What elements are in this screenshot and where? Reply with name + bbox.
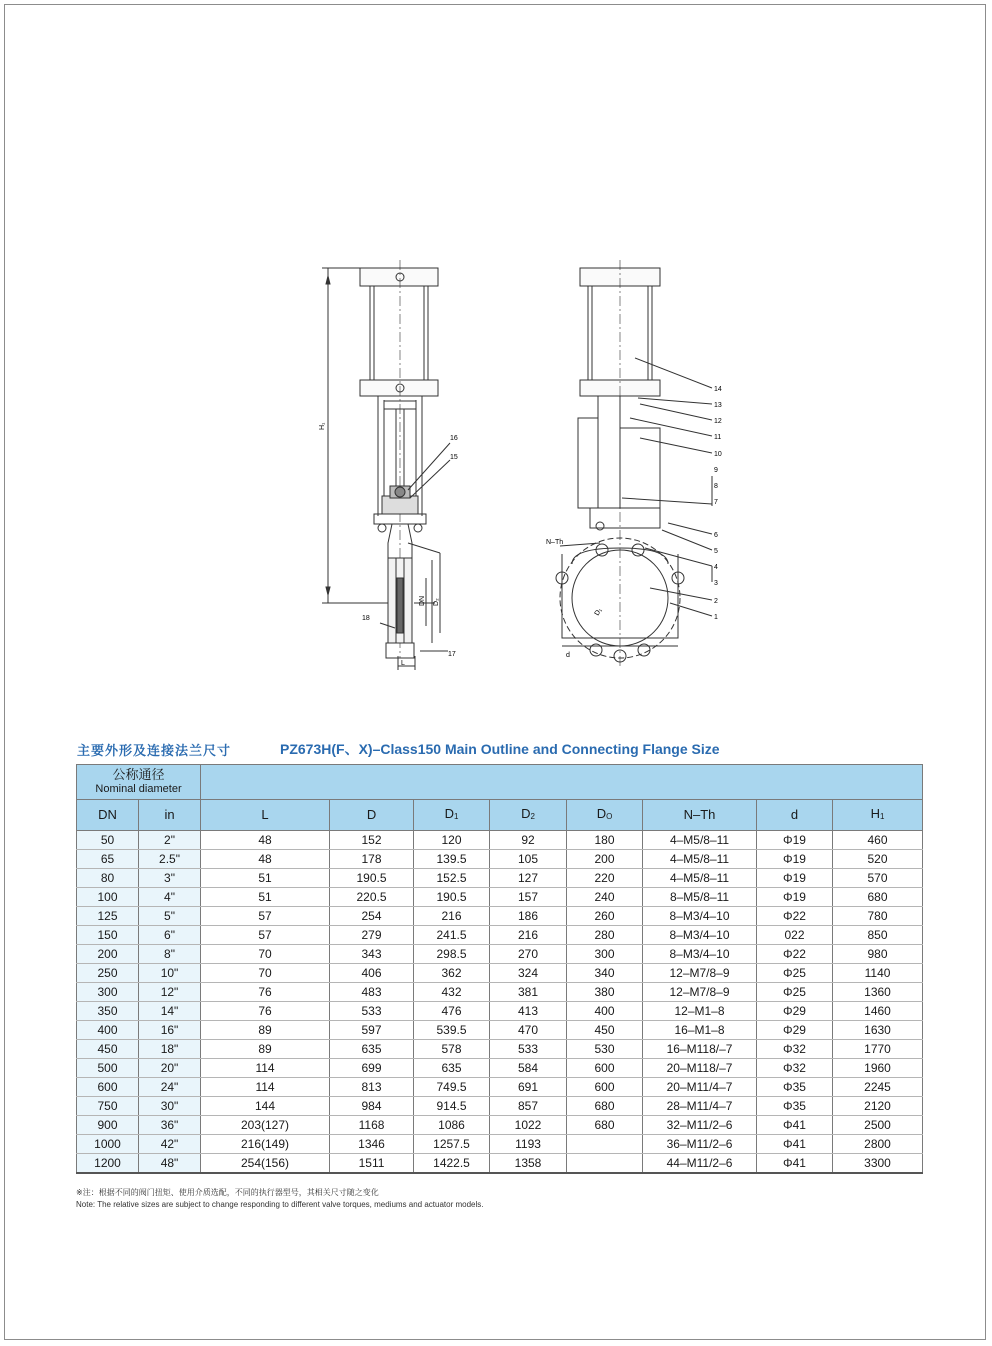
table-cell: 120 xyxy=(414,831,490,850)
table-cell: Φ25 xyxy=(757,964,833,983)
table-cell: 533 xyxy=(490,1040,567,1059)
footnotes xyxy=(76,1187,484,1211)
table-cell: 279 xyxy=(330,926,414,945)
dim-dn-label: DN xyxy=(419,595,426,606)
table-cell: 578 xyxy=(414,1040,490,1059)
table-cell: 1257.5 xyxy=(414,1135,490,1154)
table-cell: 105 xyxy=(490,850,567,869)
table-cell: 1358 xyxy=(490,1154,567,1174)
table-cell: 600 xyxy=(77,1078,139,1097)
table-cell: 114 xyxy=(201,1078,330,1097)
column-header: L xyxy=(201,800,330,831)
table-cell: 749.5 xyxy=(414,1078,490,1097)
table-cell: 2500 xyxy=(833,1116,923,1135)
table-cell: 12–M7/8–9 xyxy=(643,964,757,983)
table-cell: 4–M5/8–11 xyxy=(643,869,757,888)
table-cell: 298.5 xyxy=(414,945,490,964)
table-row xyxy=(77,983,923,1002)
table-cell: 70 xyxy=(201,945,330,964)
table-cell: 2800 xyxy=(833,1135,923,1154)
table-cell: 8–M3/4–10 xyxy=(643,926,757,945)
table-cell: 125 xyxy=(77,907,139,926)
header-blank xyxy=(201,765,923,800)
table-cell: 857 xyxy=(490,1097,567,1116)
table-cell: 76 xyxy=(201,983,330,1002)
table-cell: 157 xyxy=(490,888,567,907)
table-cell: 584 xyxy=(490,1059,567,1078)
table-cell: 2120 xyxy=(833,1097,923,1116)
table-row xyxy=(77,1116,923,1135)
table-cell: 70 xyxy=(201,964,330,983)
table-cell: 850 xyxy=(833,926,923,945)
table-cell: 20–M118/–7 xyxy=(643,1059,757,1078)
table-cell: 2.5" xyxy=(139,850,201,869)
table-cell: 343 xyxy=(330,945,414,964)
callout-side: 14 xyxy=(714,386,722,393)
callout-side: 10 xyxy=(714,451,722,458)
table-row xyxy=(77,945,923,964)
table-cell xyxy=(567,1154,643,1174)
table-cell: 42" xyxy=(139,1135,201,1154)
table-cell: 89 xyxy=(201,1040,330,1059)
table-cell: 680 xyxy=(567,1097,643,1116)
table-cell: 57 xyxy=(201,926,330,945)
table-cell: Φ32 xyxy=(757,1059,833,1078)
table-cell: 3300 xyxy=(833,1154,923,1174)
section-title xyxy=(77,738,937,758)
table-cell: 1460 xyxy=(833,1002,923,1021)
table-cell: 5" xyxy=(139,907,201,926)
table-cell: 470 xyxy=(490,1021,567,1040)
table-cell: 270 xyxy=(490,945,567,964)
table-cell: 980 xyxy=(833,945,923,964)
table-cell: 152 xyxy=(330,831,414,850)
callout-side: 9 xyxy=(714,467,718,474)
table-cell: 813 xyxy=(330,1078,414,1097)
table-cell: 44–M11/2–6 xyxy=(643,1154,757,1174)
table-row xyxy=(77,1059,923,1078)
table-cell: 50 xyxy=(77,831,139,850)
column-header: in xyxy=(139,800,201,831)
section-title-en: PZ673H(F、X)–Class150 Main Outline and Connecting Flange Size xyxy=(280,741,720,757)
table-cell: 380 xyxy=(567,983,643,1002)
table-cell: 1140 xyxy=(833,964,923,983)
table-cell: 3" xyxy=(139,869,201,888)
table-cell: 362 xyxy=(414,964,490,983)
table-cell: Φ32 xyxy=(757,1040,833,1059)
table-cell: 1511 xyxy=(330,1154,414,1174)
table-cell: 250 xyxy=(77,964,139,983)
table-cell: 216(149) xyxy=(201,1135,330,1154)
dim-nth-label: N–Th xyxy=(546,539,564,546)
table-cell: 16–M118/–7 xyxy=(643,1040,757,1059)
footnote-cn: ※注：根据不同的阀门扭矩、使用介质选配，不同的执行器型号，其相关尺寸随之变化 xyxy=(76,1188,379,1197)
table-cell: 28–M11/4–7 xyxy=(643,1097,757,1116)
table-cell: Φ25 xyxy=(757,983,833,1002)
table-cell: 1346 xyxy=(330,1135,414,1154)
column-header: DO xyxy=(567,800,643,831)
section-title-cn: 主要外形及连接法兰尺寸 xyxy=(77,743,232,758)
table-cell: 51 xyxy=(201,869,330,888)
callout-front: 18 xyxy=(362,615,370,622)
table-cell: 340 xyxy=(567,964,643,983)
table-cell: 1360 xyxy=(833,983,923,1002)
table-cell: 114 xyxy=(201,1059,330,1078)
table-cell: Φ22 xyxy=(757,907,833,926)
table-cell: Φ41 xyxy=(757,1135,833,1154)
table-body xyxy=(77,831,923,1174)
footnote-en: Note: The relative sizes are subject to change responding to different valve torques, mediums and actuator models. xyxy=(76,1200,484,1209)
table-cell: 12" xyxy=(139,983,201,1002)
table-cell: 216 xyxy=(490,926,567,945)
table-row xyxy=(77,831,923,850)
table-cell: 520 xyxy=(833,850,923,869)
table-cell: 750 xyxy=(77,1097,139,1116)
column-header: DN xyxy=(77,800,139,831)
nominal-diameter-cn: 公称通径 xyxy=(112,767,165,782)
table-cell: 20" xyxy=(139,1059,201,1078)
table-cell: 190.5 xyxy=(330,869,414,888)
table-cell: 100 xyxy=(77,888,139,907)
table-cell: Φ29 xyxy=(757,1021,833,1040)
dimension-table xyxy=(76,764,923,1174)
table-cell: 4" xyxy=(139,888,201,907)
table-cell: 413 xyxy=(490,1002,567,1021)
table-cell: 8–M3/4–10 xyxy=(643,945,757,964)
table-cell: 260 xyxy=(567,907,643,926)
table-row xyxy=(77,1040,923,1059)
table-row xyxy=(77,1097,923,1116)
table-cell: 1200 xyxy=(77,1154,139,1174)
table-cell: 200 xyxy=(567,850,643,869)
table-cell: 381 xyxy=(490,983,567,1002)
dim-h1-label: H₁ xyxy=(319,422,326,430)
table-cell: 51 xyxy=(201,888,330,907)
table-cell: 680 xyxy=(567,1116,643,1135)
callout-side: 8 xyxy=(714,483,718,490)
table-cell: 18" xyxy=(139,1040,201,1059)
table-cell: 300 xyxy=(567,945,643,964)
table-cell: 8" xyxy=(139,945,201,964)
column-header: d xyxy=(757,800,833,831)
table-cell: 597 xyxy=(330,1021,414,1040)
table-cell: Φ19 xyxy=(757,888,833,907)
table-cell: 180 xyxy=(567,831,643,850)
column-header: D xyxy=(330,800,414,831)
table-cell: 533 xyxy=(330,1002,414,1021)
table-cell: 57 xyxy=(201,907,330,926)
table-cell: 4–M5/8–11 xyxy=(643,850,757,869)
table-cell: 12–M1–8 xyxy=(643,1002,757,1021)
table-cell: 450 xyxy=(567,1021,643,1040)
table-cell: 178 xyxy=(330,850,414,869)
table-cell: 780 xyxy=(833,907,923,926)
table-cell: 500 xyxy=(77,1059,139,1078)
dim-d-label: d xyxy=(566,652,570,659)
table-cell: Φ35 xyxy=(757,1097,833,1116)
table-cell: 635 xyxy=(414,1059,490,1078)
table-cell: 530 xyxy=(567,1040,643,1059)
table-cell: 1022 xyxy=(490,1116,567,1135)
table-cell: Φ19 xyxy=(757,869,833,888)
table-cell: 16–M1–8 xyxy=(643,1021,757,1040)
table-cell: Φ35 xyxy=(757,1078,833,1097)
table-cell: 539.5 xyxy=(414,1021,490,1040)
table-cell: 80 xyxy=(77,869,139,888)
callout-side: 7 xyxy=(714,499,718,506)
callout-side: 1 xyxy=(714,614,718,621)
table-cell: 89 xyxy=(201,1021,330,1040)
table-cell: 48" xyxy=(139,1154,201,1174)
table-row xyxy=(77,1002,923,1021)
callout-front: 17 xyxy=(448,651,456,658)
table-cell: 48 xyxy=(201,831,330,850)
table-cell: 1422.5 xyxy=(414,1154,490,1174)
table-cell: Φ19 xyxy=(757,850,833,869)
table-cell: 240 xyxy=(567,888,643,907)
table-cell: 984 xyxy=(330,1097,414,1116)
table-cell: 190.5 xyxy=(414,888,490,907)
table-cell: 241.5 xyxy=(414,926,490,945)
table-cell: 8–M3/4–10 xyxy=(643,907,757,926)
table-cell: 36–M11/2–6 xyxy=(643,1135,757,1154)
table-cell: 400 xyxy=(77,1021,139,1040)
table-cell: Φ22 xyxy=(757,945,833,964)
table-cell: 2245 xyxy=(833,1078,923,1097)
table-row xyxy=(77,888,923,907)
table-cell: 254 xyxy=(330,907,414,926)
table-cell: 680 xyxy=(833,888,923,907)
table-cell: 022 xyxy=(757,926,833,945)
table-cell: 900 xyxy=(77,1116,139,1135)
table-row xyxy=(77,869,923,888)
table-header-row xyxy=(77,765,923,800)
table-cell: 1000 xyxy=(77,1135,139,1154)
table-cell: 220.5 xyxy=(330,888,414,907)
table-cell: 400 xyxy=(567,1002,643,1021)
table-cell: 36" xyxy=(139,1116,201,1135)
table-cell: 8–M5/8–11 xyxy=(643,888,757,907)
table-cell: 20–M11/4–7 xyxy=(643,1078,757,1097)
table-cell: 216 xyxy=(414,907,490,926)
callout-front: 15 xyxy=(450,454,458,461)
table-cell: 699 xyxy=(330,1059,414,1078)
table-cell: Φ19 xyxy=(757,831,833,850)
table-cell: 483 xyxy=(330,983,414,1002)
table-cell: 635 xyxy=(330,1040,414,1059)
table-cell: 32–M11/2–6 xyxy=(643,1116,757,1135)
table-cell: 10" xyxy=(139,964,201,983)
table-row xyxy=(77,1021,923,1040)
table-cell: 2" xyxy=(139,831,201,850)
callout-side: 11 xyxy=(714,434,722,441)
callout-side: 3 xyxy=(714,580,718,587)
table-cell: 476 xyxy=(414,1002,490,1021)
table-cell: Φ29 xyxy=(757,1002,833,1021)
table-row xyxy=(77,850,923,869)
table-cell: 12–M7/8–9 xyxy=(643,983,757,1002)
table-cell: 92 xyxy=(490,831,567,850)
table-cell: 1770 xyxy=(833,1040,923,1059)
table-cell: 1193 xyxy=(490,1135,567,1154)
table-cell: 220 xyxy=(567,869,643,888)
table-cell xyxy=(567,1135,643,1154)
table-cell: 76 xyxy=(201,1002,330,1021)
table-cell: Φ41 xyxy=(757,1116,833,1135)
dim-d1-label: D₁ xyxy=(593,607,604,617)
dim-l-label: L xyxy=(401,660,405,667)
table-row xyxy=(77,926,923,945)
table-cell: 24" xyxy=(139,1078,201,1097)
table-cell: 4–M5/8–11 xyxy=(643,831,757,850)
nominal-diameter-header xyxy=(77,765,201,800)
table-cell: 570 xyxy=(833,869,923,888)
table-cell: 139.5 xyxy=(414,850,490,869)
table-cell: 432 xyxy=(414,983,490,1002)
table-cell: 600 xyxy=(567,1059,643,1078)
table-cell: 152.5 xyxy=(414,869,490,888)
table-cell: 203(127) xyxy=(201,1116,330,1135)
dim-d2-label: D₂ xyxy=(433,598,440,606)
column-header: D1 xyxy=(414,800,490,831)
table-cell: 65 xyxy=(77,850,139,869)
table-row xyxy=(77,964,923,983)
table-cell: 406 xyxy=(330,964,414,983)
table-cell: 186 xyxy=(490,907,567,926)
table-cell: 30" xyxy=(139,1097,201,1116)
table-cell: 914.5 xyxy=(414,1097,490,1116)
table-cell: 1086 xyxy=(414,1116,490,1135)
column-header: H1 xyxy=(833,800,923,831)
table-cell: 324 xyxy=(490,964,567,983)
table-cell: 144 xyxy=(201,1097,330,1116)
table-cell: 350 xyxy=(77,1002,139,1021)
callout-side: 5 xyxy=(714,548,718,555)
table-row xyxy=(77,1135,923,1154)
table-cell: 254(156) xyxy=(201,1154,330,1174)
table-cell: 150 xyxy=(77,926,139,945)
table-cell: 600 xyxy=(567,1078,643,1097)
table-cell: 200 xyxy=(77,945,139,964)
table-row xyxy=(77,907,923,926)
table-cell: 300 xyxy=(77,983,139,1002)
table-cell: 127 xyxy=(490,869,567,888)
valve-outline-drawing xyxy=(300,258,740,678)
table-cell: 691 xyxy=(490,1078,567,1097)
table-cell: Φ41 xyxy=(757,1154,833,1174)
column-header: N–Th xyxy=(643,800,757,831)
column-header: D2 xyxy=(490,800,567,831)
table-cell: 450 xyxy=(77,1040,139,1059)
nominal-diameter-en: Nominal diameter xyxy=(95,783,182,795)
table-cell: 1630 xyxy=(833,1021,923,1040)
table-cell: 16" xyxy=(139,1021,201,1040)
callout-side: 4 xyxy=(714,564,718,571)
callout-side: 13 xyxy=(714,402,722,409)
table-row xyxy=(77,1078,923,1097)
table-cell: 6" xyxy=(139,926,201,945)
column-header-row xyxy=(77,800,923,831)
callout-side: 6 xyxy=(714,532,718,539)
callout-side: 12 xyxy=(714,418,722,425)
callout-front: 16 xyxy=(450,435,458,442)
table-cell: 460 xyxy=(833,831,923,850)
table-row xyxy=(77,1154,923,1174)
table-cell: 48 xyxy=(201,850,330,869)
table-cell: 1168 xyxy=(330,1116,414,1135)
table-cell: 280 xyxy=(567,926,643,945)
callout-side: 2 xyxy=(714,598,718,605)
table-cell: 14" xyxy=(139,1002,201,1021)
table-cell: 1960 xyxy=(833,1059,923,1078)
